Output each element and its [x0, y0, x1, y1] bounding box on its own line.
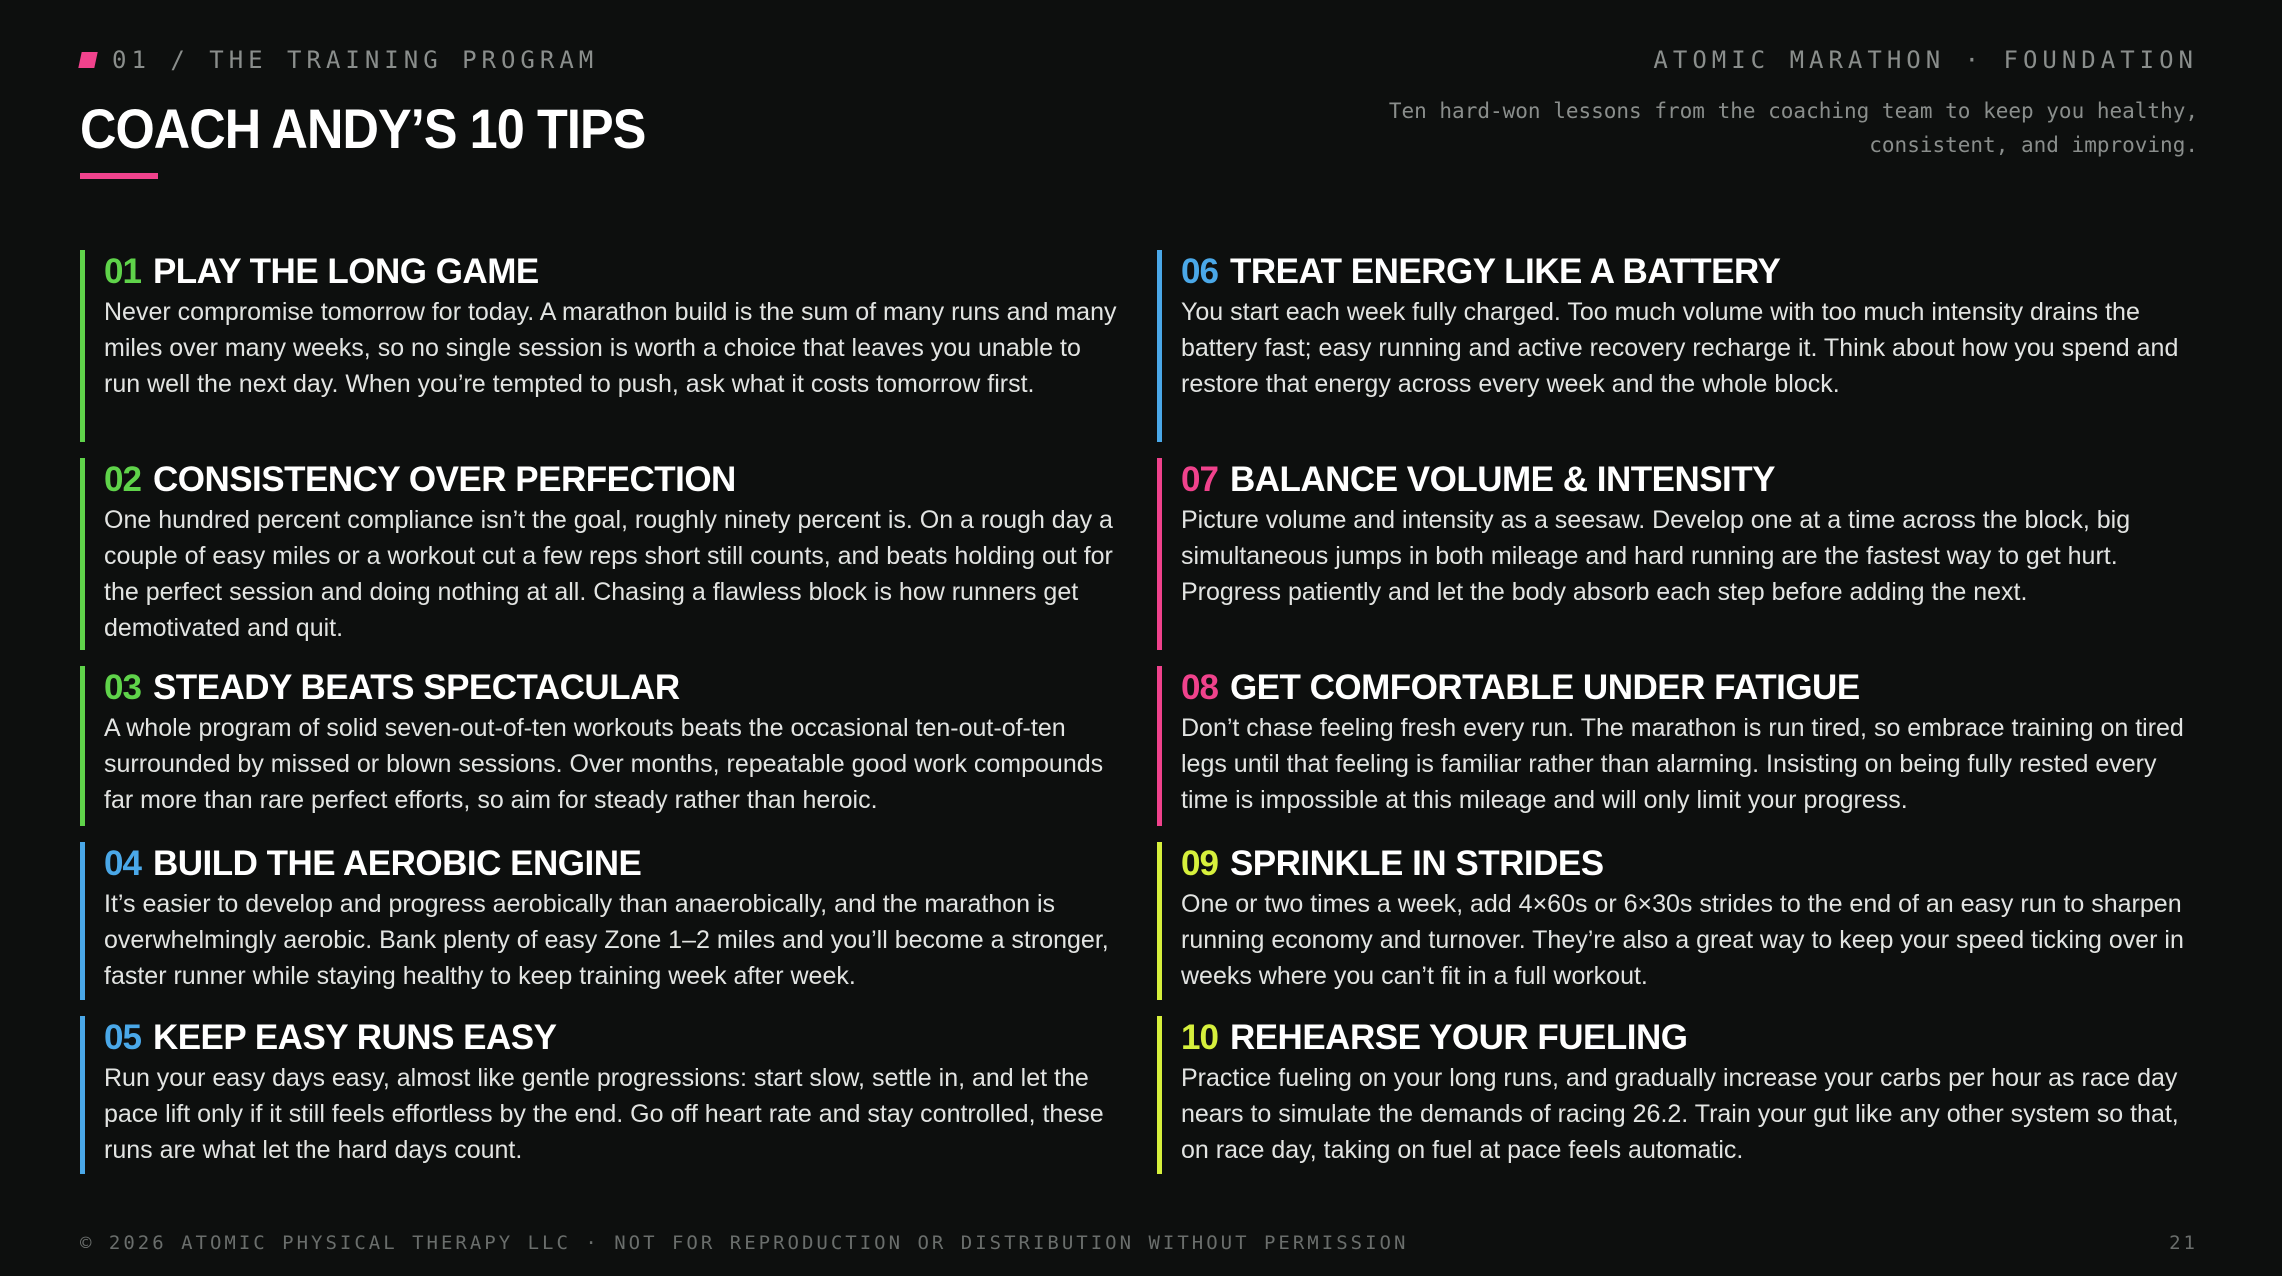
tip-title: REHEARSE YOUR FUELING: [1229, 1018, 1688, 1057]
tip-08: [1157, 666, 2198, 826]
tip-number: 08: [1181, 668, 1218, 707]
tips-column-left: [80, 250, 1121, 1174]
tip-title: GET COMFORTABLE UNDER FATIGUE: [1229, 668, 1860, 707]
tip-number: 04: [104, 844, 141, 883]
tip-number: 07: [1181, 460, 1218, 499]
tip-body: A whole program of solid seven-out-of-ten workouts beats the occasional ten-out-of-ten surrounded by missed or blown sessions. Over months, repeatable good work compounds far more than rare perfect efforts, so aim for steady rather than heroic.: [104, 714, 1104, 814]
tip-01: [80, 250, 1121, 442]
tip-title: CONSISTENCY OVER PERFECTION: [152, 460, 736, 499]
tip-10: [1157, 1016, 2198, 1174]
tips-column-right: [1157, 250, 2198, 1174]
tip-title: STEADY BEATS SPECTACULAR: [152, 668, 680, 707]
tip-number: 09: [1181, 844, 1218, 883]
tip-number: 02: [104, 460, 141, 499]
tip-body: One or two times a week, add 4×60s or 6×30s strides to the end of an easy run to sharpen running economy and turnover. They’re also a great way to keep your speed ticking over in weeks where you can’t fit in a full workout.: [1181, 890, 2184, 990]
copyright-notice: © 2026 ATOMIC PHYSICAL THERAPY LLC · NOT FOR REPRODUCTION OR DISTRIBUTION WITHOUT PERMISSION: [80, 1232, 1409, 1254]
header-left: [80, 46, 708, 179]
tip-title: SPRINKLE IN STRIDES: [1229, 844, 1604, 883]
tip-number: 01: [104, 252, 141, 291]
kicker-marker-icon: [78, 52, 97, 68]
section-kicker: [80, 46, 708, 74]
page-subtitle: Ten hard-won lessons from the coaching team to keep you healthy, consistent, and improving.: [1388, 99, 2198, 157]
tip-body: It’s easier to develop and progress aerobically than anaerobically, and the marathon is overwhelmingly aerobic. Bank plenty of easy Zone 1–2 miles and you’ll become a stronger, faster runner while staying healthy to keep training week after week.: [104, 890, 1109, 990]
tip-body: Never compromise tomorrow for today. A marathon build is the sum of many runs and many miles over many weeks, so no single session is worth a choice that leaves you unable to run well the next day. When you’re tempted to push, ask what it costs tomorrow first.: [104, 298, 1117, 398]
header-right: [1338, 46, 2198, 162]
tip-title: PLAY THE LONG GAME: [152, 252, 539, 291]
tip-body: You start each week fully charged. Too much volume with too much intensity drains the battery fast; easy running and active recovery recharge it. Think about how you spend and restore that energy across every week and the whole block.: [1181, 298, 2179, 398]
tips-grid: [80, 250, 2198, 1174]
tip-body: Don’t chase feeling fresh every run. The marathon is run tired, so embrace training on tired legs until that feeling is familiar rather than alarming. Insisting on being fully rested every time is impossible at this mileage and will only limit your progress.: [1181, 714, 2184, 814]
kicker-text: 01 / THE TRAINING PROGRAM: [112, 46, 599, 74]
tip-06: [1157, 250, 2198, 442]
tip-title: TREAT ENERGY LIKE A BATTERY: [1229, 252, 1781, 291]
tip-04: [80, 842, 1121, 1000]
tip-body: Picture volume and intensity as a seesaw. Develop one at a time across the block, big simultaneous jumps in both mileage and hard running are the fastest way to get hurt. Progress patiently and let the body absorb each step before adding the next.: [1181, 506, 2131, 606]
tip-number: 10: [1181, 1018, 1218, 1057]
title-underline: [80, 173, 158, 179]
page-number: 21: [2169, 1232, 2198, 1254]
tip-body: Practice fueling on your long runs, and gradually increase your carbs per hour as race day nears to simulate the demands of racing 26.2. Train your gut like any other system so that, on race day, taking on fuel at pace feels automatic.: [1181, 1064, 2179, 1164]
page-title: COACH ANDY’S 10 TIPS: [80, 97, 646, 160]
tip-number: 03: [104, 668, 141, 707]
tip-title: KEEP EASY RUNS EASY: [152, 1018, 557, 1057]
tip-body: Run your easy days easy, almost like gentle progressions: start slow, settle in, and let the pace lift only if it still feels effortless by the end. Go off heart rate and stay controlled, these runs are what let the hard days count.: [104, 1064, 1104, 1164]
tip-number: 05: [104, 1018, 141, 1057]
tip-body: One hundred percent compliance isn’t the goal, roughly ninety percent is. On a rough day a couple of easy miles or a workout cut a few reps short still counts, and beats holding out for the perfect session and doing nothing at all. Chasing a flawless block is how runners get demotivated and quit.: [104, 506, 1113, 642]
brand-label: ATOMIC MARATHON · FOUNDATION: [1653, 46, 2198, 74]
tip-title: BUILD THE AEROBIC ENGINE: [152, 844, 642, 883]
tip-title: BALANCE VOLUME & INTENSITY: [1229, 460, 1776, 499]
tip-number: 06: [1181, 252, 1218, 291]
tip-05: [80, 1016, 1121, 1174]
tip-03: [80, 666, 1121, 826]
tip-09: [1157, 842, 2198, 1000]
tip-07: [1157, 458, 2198, 650]
footer: [80, 1232, 2198, 1254]
tip-02: [80, 458, 1121, 650]
